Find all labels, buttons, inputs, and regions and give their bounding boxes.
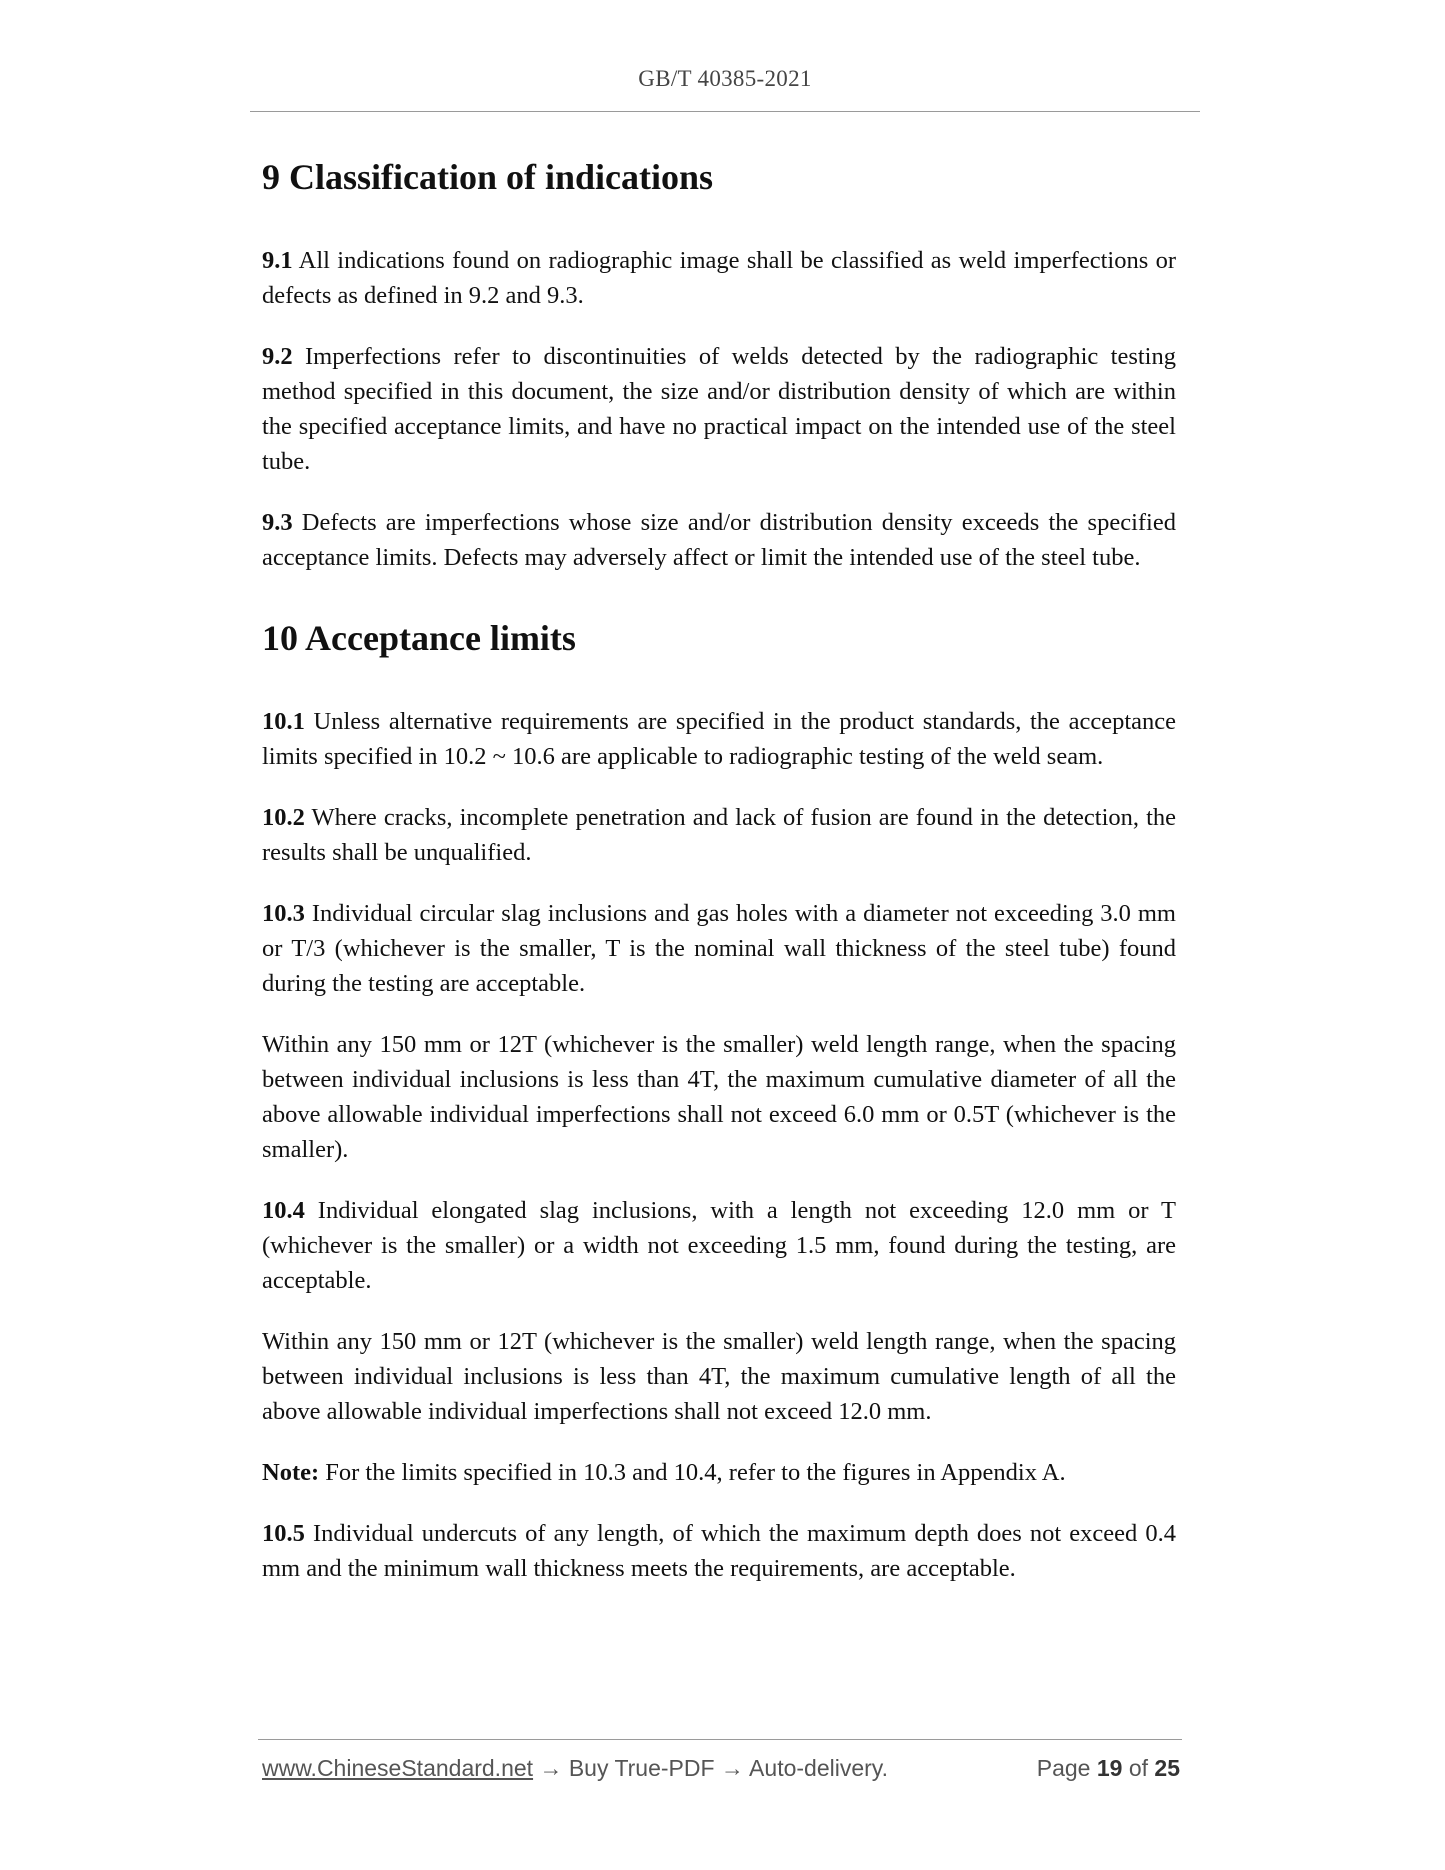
footer-promo <box>262 1755 888 1782</box>
footer-promo-text: → Buy True-PDF → Auto-delivery. <box>533 1755 888 1781</box>
note-text: For the limits specified in 10.3 and 10.4, refer to the figures in Appendix A. <box>319 1459 1066 1487</box>
clause-10-2 <box>262 800 1176 870</box>
header-divider <box>250 111 1200 112</box>
clause-10-4 <box>262 1193 1176 1298</box>
clause-text: Individual elongated slag inclusions, with a length not exceeding 12.0 mm or T (whichever is the smaller) or a width not exceeding 1.5 mm, found during the testing, are acceptable. <box>262 1197 1176 1295</box>
section-9-heading: 9 Classification of indications <box>262 157 714 197</box>
clause-text: Unless alternative requirements are specified in the product standards, the acceptance limits specified in 10.2 ~ 10.6 are applicable to radiographic testing of the weld seam. <box>262 708 1176 771</box>
clause-text: All indications found on radiographic image shall be classified as weld imperfections or defects as defined in 9.2 and 9.3. <box>262 247 1176 310</box>
note <box>262 1455 1176 1490</box>
clause-9-2 <box>262 339 1176 479</box>
clause-number: 10.2 <box>262 804 305 832</box>
clause-text: Defects are imperfections whose size and/or distribution density exceeds the specified acceptance limits. Defects may adversely affect or limit the intended use of the steel tube. <box>262 509 1176 572</box>
clause-number: 10.1 <box>262 708 305 736</box>
page-body <box>262 150 1176 1586</box>
clause-number: 10.5 <box>262 1520 305 1548</box>
clause-number: 10.4 <box>262 1197 305 1225</box>
page-label: Page <box>1036 1755 1091 1781</box>
clause-10-5 <box>262 1516 1176 1586</box>
clause-text: Individual circular slag inclusions and gas holes with a diameter not exceeding 3.0 mm or T/3 (whichever is the smaller, T is the nominal wall thickness of the steel tube) found during the testing are acceptable. <box>262 900 1176 998</box>
clause-10-3-continuation: Within any 150 mm or 12T (whichever is the smaller) weld length range, when the spacing between individual inclusions is less than 4T, the maximum cumulative diameter of all the above allowable individual imperfections shall not exceed 6.0 mm or 0.5T (whichever is the smaller). <box>262 1031 1176 1164</box>
clause-text: Individual undercuts of any length, of which the maximum depth does not exceed 0.4 mm and the minimum wall thickness meets the requirements, are acceptable. <box>262 1520 1176 1583</box>
clause-text: Imperfections refer to discontinuities of welds detected by the radiographic testing method specified in this document, the size and/or distribution density of which are within the specified acceptance limits, and have no practical impact on the intended use of the steel tube. <box>262 343 1176 476</box>
clause-number: 9.3 <box>262 509 293 537</box>
clause-9-3 <box>262 505 1176 575</box>
clause-9-1 <box>262 243 1176 313</box>
clause-number: 9.2 <box>262 343 293 371</box>
clause-10-4-continuation: Within any 150 mm or 12T (whichever is the smaller) weld length range, when the spacing between individual inclusions is less than 4T, the maximum cumulative length of all the above allowable individual imperfections shall not exceed 12.0 mm. <box>262 1328 1176 1426</box>
clause-10-3 <box>262 896 1176 1001</box>
section-10-heading: 10 Acceptance limits <box>262 618 576 659</box>
page-indicator <box>1037 1755 1180 1782</box>
page-number: 19 <box>1096 1755 1123 1781</box>
website-link[interactable]: www.ChineseStandard.net <box>262 1755 534 1781</box>
footer-divider <box>258 1739 1182 1740</box>
page-total: 25 <box>1154 1755 1180 1781</box>
of-label: of <box>1128 1755 1149 1781</box>
note-label: Note: <box>262 1459 320 1487</box>
running-header: GB/T 40385-2021 <box>638 66 812 91</box>
clause-text: Where cracks, incomplete penetration and lack of fusion are found in the detection, the results shall be unqualified. <box>262 804 1176 867</box>
clause-10-1 <box>262 704 1176 774</box>
clause-number: 10.3 <box>262 900 305 928</box>
clause-number: 9.1 <box>262 247 293 275</box>
